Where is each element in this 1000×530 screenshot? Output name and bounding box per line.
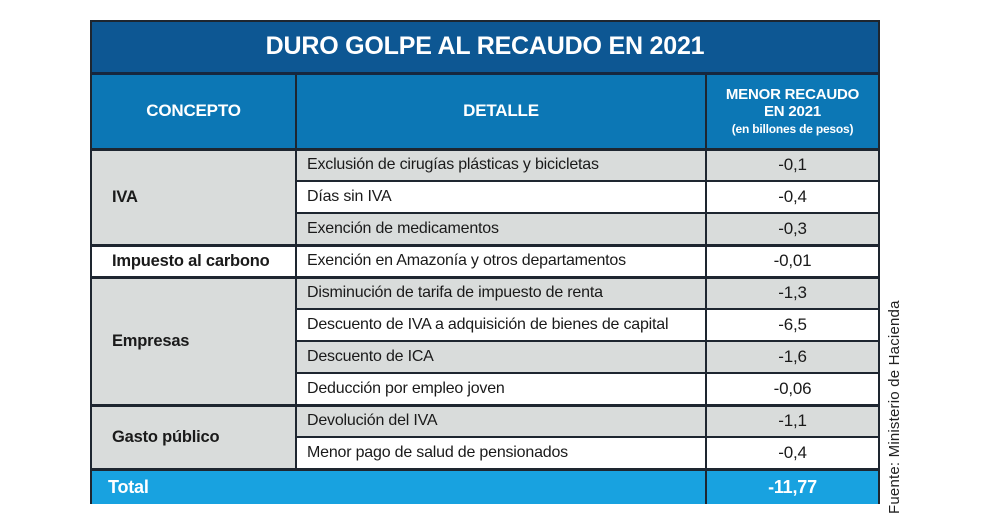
- group-label-gasto-publico: Gasto público: [92, 405, 296, 469]
- value-cell: -0,4: [706, 437, 878, 469]
- column-header-valor: [706, 75, 878, 149]
- value-cell: -1,6: [706, 341, 878, 373]
- table-row: [92, 405, 878, 437]
- value-cell: -0,06: [706, 373, 878, 405]
- table-row: [92, 149, 878, 181]
- column-header-concepto: CONCEPTO: [92, 75, 296, 149]
- value-cell: -1,1: [706, 405, 878, 437]
- detail-cell: Días sin IVA: [296, 181, 706, 213]
- infographic-table: [90, 20, 880, 504]
- group-label-empresas: Empresas: [92, 277, 296, 405]
- column-header-valor-title: MENOR RECAUDO EN 2021: [725, 85, 860, 120]
- source-credit: Fuente: Ministerio de Hacienda: [886, 300, 903, 514]
- detail-cell: Exención en Amazonía y otros departamentos: [296, 245, 706, 277]
- table-row: [92, 277, 878, 309]
- detail-cell: Deducción por empleo joven: [296, 373, 706, 405]
- total-row: [92, 469, 878, 504]
- recaudo-table: [92, 75, 878, 504]
- table-row: [92, 245, 878, 277]
- detail-cell: Exclusión de cirugías plásticas y bicicletas: [296, 149, 706, 181]
- detail-cell: Menor pago de salud de pensionados: [296, 437, 706, 469]
- group-label-iva: IVA: [92, 149, 296, 245]
- value-cell: -6,5: [706, 309, 878, 341]
- detail-cell: Disminución de tarifa de impuesto de renta: [296, 277, 706, 309]
- detail-cell: Descuento de ICA: [296, 341, 706, 373]
- value-cell: -1,3: [706, 277, 878, 309]
- header-row: [92, 75, 878, 149]
- column-header-detalle: DETALLE: [296, 75, 706, 149]
- column-header-valor-note: (en billones de pesos): [731, 122, 854, 137]
- total-label: Total: [92, 469, 706, 504]
- value-cell: -0,1: [706, 149, 878, 181]
- page-title: DURO GOLPE AL RECAUDO EN 2021: [92, 22, 878, 75]
- value-cell: -0,3: [706, 213, 878, 245]
- detail-cell: Devolución del IVA: [296, 405, 706, 437]
- value-cell: -0,01: [706, 245, 878, 277]
- detail-cell: Exención de medicamentos: [296, 213, 706, 245]
- value-cell: -0,4: [706, 181, 878, 213]
- group-label-carbono: Impuesto al carbono: [92, 245, 296, 277]
- detail-cell: Descuento de IVA a adquisición de bienes de capital: [296, 309, 706, 341]
- total-value: -11,77: [706, 469, 878, 504]
